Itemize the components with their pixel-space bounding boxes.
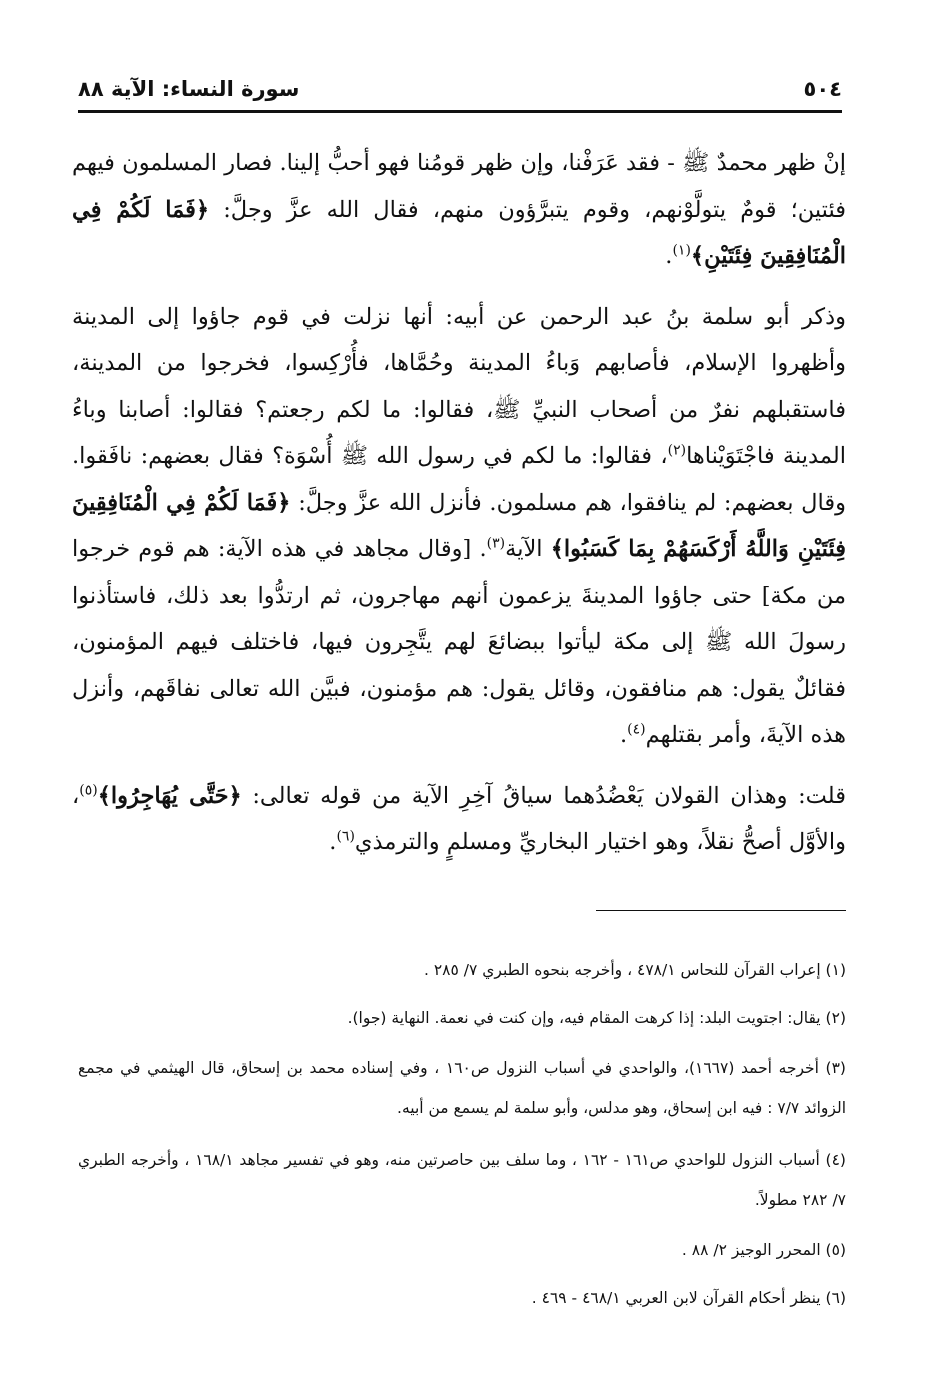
text-run: .	[619, 722, 628, 748]
footnote-ref: (٦)	[336, 828, 355, 845]
footnote-divider	[596, 910, 846, 911]
footnote: (٤) أسباب النزول للواحدي ص١٦١ - ١٦٢ ، وما سلف بين حاصرتين منه، وهو في تفسير مجاهد ١٦٨/١ ، وأخرجه الطبري ٧/ ٢٨٢ مطولاً.	[78, 1151, 846, 1209]
footnote-ref: (٣)	[486, 535, 506, 552]
text-run: .	[329, 829, 337, 855]
main-text	[72, 140, 846, 866]
text-run: الآية	[505, 536, 551, 562]
header-rule	[78, 110, 842, 113]
running-title: سورة النساء: الآية ٨٨	[78, 77, 300, 101]
quran-verse: ﴿حَتَّى يُهَاجِرُوا﴾	[97, 782, 242, 809]
footnote: (٦) ينظر أحكام القرآن لابن العربي ٤٦٨/١ - ٤٦٩ .	[531, 1289, 846, 1307]
text-run: إنْ ظهر محمدٌ ﷺ - فقد عَرَفْنا، وإن ظهر قومُنا فهو أحبُّ إلينا. فصار المسلمون فيهم فئتين؛ قومٌ يتولَّوْنهم، وقوم يتبرَّؤون منهم، فقال الله عزَّ وجلَّ:	[72, 150, 847, 223]
page-header	[78, 72, 842, 106]
footnote-ref: (١)	[672, 242, 691, 259]
text-run: ، فقالوا: ما لكم في رسول الله ﷺ أُسْوَة؟ فقال بعضهم: نافَقوا. وقال بعضهم: لم ينافقوا، هم مسلمون. فأنزل الله عزَّ وجلَّ:	[72, 443, 846, 516]
text-run: وذكر أبو سلمة بنُ عبد الرحمن عن أبيه: أنها نزلت في قوم جاؤوا إلى المدينة وأظهروا الإسلام، فأصابهم وَباءُ المدينة وحُمَّاها، فأُرْكِسوا، فخرجوا من المدينة، فاستقبلهم نفرٌ من أصحاب النبيِّ ﷺ، فقالوا: ما لكم رجعتم؟ فقالوا: أصابنا وباءُ المدينة فاجْتَوَيْناها	[72, 303, 846, 469]
paragraph	[72, 773, 846, 866]
paragraph	[72, 294, 846, 759]
quran-verse: ﴿فَمَا لَكُمْ فِي الْمُنَافِقِينَ فِئَتَيْنِ وَاللَّهُ أَرْكَسَهُمْ بِمَا كَسَبُوا﴾	[72, 489, 847, 562]
page-number: ٥٠٤	[803, 77, 842, 101]
text-run: .	[665, 243, 673, 269]
footnote: (٥) المحرر الوجيز ٢/ ٨٨ .	[681, 1241, 846, 1259]
text-run: ، والأوَّل أصحُّ نقلاً، وهو اختيار البخاريِّ ومسلمٍ والترمذي	[72, 782, 846, 855]
text-run: قلت: وهذان القولان يَعْضُدُهما سياقُ آخِرِ الآية من قوله تعالى:	[241, 782, 846, 809]
quran-verse: ﴿فَمَا لَكُمْ فِي الْمُنَافِقِينَ فِئَتَيْنِ﴾	[72, 196, 846, 269]
footnotes	[78, 952, 846, 1328]
footnote-ref: (٥)	[79, 782, 98, 798]
footnote-ref: (٤)	[627, 721, 646, 738]
text-run: . [وقال مجاهد في هذه الآية: هم قوم خرجوا من مكة] حتى جاؤوا المدينةَ يزعمون أنهم مهاجرون، ثم ارتدُّوا بعد ذلك، فاستأذنوا رسولَ الله ﷺ إلى مكة ليأتوا ببضائعَ لهم يتَّجِرون فيها، فاختلف فيهم المؤمنون، فقائلٌ يقول: هم منافقون، وقائل يقول: هم مؤمنون، فبيَّن الله تعالى نفاقَهم، وأنزل هذه الآيةَ، وأمر بقتلهم	[72, 536, 846, 748]
paragraph	[72, 140, 846, 280]
footnote-ref: (٢)	[667, 442, 687, 459]
footnote: (٢) يقال: اجتويت البلد: إذا كرهت المقام فيه، وإن كنت في نعمة. النهاية (جوا).	[347, 1009, 846, 1027]
footnote: (٣) أخرجه أحمد (١٦٦٧)، والواحدي في أسباب النزول ص١٦٠ ، وفي إسناده محمد بن إسحاق، قال الهيثمي في مجمع الزوائد ٧/٧ : فيه ابن إسحاق، وهو مدلس، وأبو سلمة لم يسمع من أبيه.	[78, 1059, 846, 1117]
footnote: (١) إعراب القرآن للنحاس ٤٧٨/١ ، وأخرجه بنحوه الطبري ٧/ ٢٨٥ .	[424, 961, 846, 979]
